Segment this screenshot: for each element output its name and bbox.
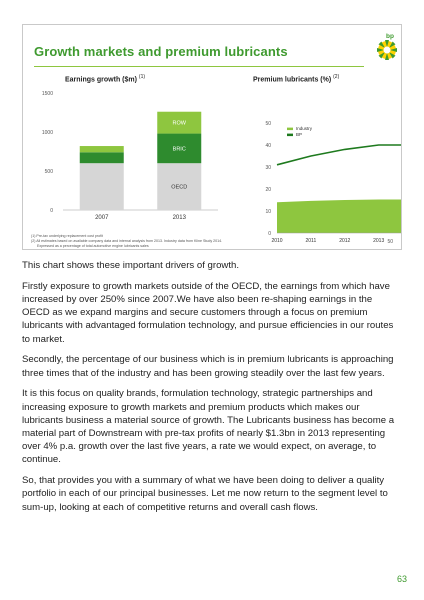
paragraph: It is this focus on quality brands, formulation technology, strategic partnerships and increasing exposure to growth markets and premium products which makes our lubricants business a material source of growth. The Lubricants business has become a material part of Downstream with pre-tax profits of nearly $1.3bn in 2013 representing over 4% p.a. growth over the last five years, a rate we would expect, on average, to continue.: [22, 388, 395, 466]
x-tick-label: 2012: [339, 238, 351, 244]
svg-text:bp: bp: [386, 33, 394, 40]
slide-footnotes: [31, 234, 371, 249]
presentation-slide: [22, 24, 402, 250]
legend-swatch-industry: [287, 128, 293, 131]
series-area-industry: [277, 200, 401, 233]
paragraph: So, that provides you with a summary of what we have been doing to deliver a quality portfolio in each of our principal businesses. Let me now return to the segment level to sum-up, looking at each of competitive returns and overall cash flows.: [22, 475, 388, 513]
y-tick-label: 30: [265, 165, 271, 171]
y-tick-label: 500: [44, 169, 53, 175]
y-tick-label: 0: [268, 231, 271, 237]
lubricants-chart-title: Premium lubricants (%) $^{(2)}$: [253, 74, 340, 84]
bar-segment-row: [80, 146, 124, 152]
earnings-bar-chart: [23, 85, 223, 235]
series-line-bp: [277, 145, 401, 165]
title-rule: [34, 66, 364, 67]
legend-label-bp: BP: [296, 132, 303, 138]
paragraph: Firstly exposure to growth markets outside of the OECD, the earnings from which have increased by over 250% since 2007.We have also been re-shaping earnings in the OECD as we expand margins and secure customers through a focus on premium lubricants with advantaged formulation technology, and pursue efficiencies in our routes to market.: [22, 280, 394, 345]
slide-title: Growth markets and premium lubricants: [34, 44, 288, 59]
x-tick-label: 2007: [95, 215, 109, 221]
series-label-oecd: OECD: [171, 184, 188, 191]
y-tick-label: 40: [265, 143, 271, 149]
body-text: [22, 259, 402, 521]
y-tick-label: 1500: [41, 91, 53, 97]
x-tick-label: 2013: [172, 215, 186, 221]
legend-swatch-bp: [287, 134, 293, 137]
footnote: (2) All estimates based on available company data and internal analysis from 2013. Industry data from Kline Study 2014.: [31, 239, 223, 243]
y-tick-label: 0: [50, 208, 53, 214]
legend-label-industry: Industry: [296, 126, 313, 132]
footnote: (1) Pre-tax underlying replacement cost profit: [31, 234, 103, 238]
bar-segment-bric: [80, 152, 124, 163]
bp-logo: [375, 31, 399, 61]
paragraph: This chart shows these important drivers of growth.: [22, 260, 240, 271]
bar-segment-oecd: [80, 163, 124, 210]
earnings-chart-title: Earnings growth ($m) $^{(1)}$: [65, 74, 146, 84]
footnote: Expressed as a percentage of total automotive engine lubricants sales: [37, 244, 149, 248]
series-label-row: ROW: [172, 120, 186, 127]
y-tick-label: 10: [265, 209, 271, 215]
paragraph: Secondly, the percentage of our business which is in premium lubricants is approaching three times that of the industry and has been growing steadily over the last few years.: [22, 354, 394, 379]
x-tick-label: 2013: [373, 238, 385, 244]
series-label-bric: BRIC: [172, 146, 186, 153]
y-tick-label: 20: [265, 187, 271, 193]
lubricants-area-chart: [223, 85, 403, 244]
y-tick-label: 50: [265, 121, 271, 127]
page-number: 63: [396, 574, 407, 584]
y-tick-label: 1000: [41, 130, 53, 136]
x-tick-label: 2011: [305, 238, 317, 244]
slide-number: 50: [387, 239, 393, 245]
x-tick-label: 2010: [271, 238, 283, 244]
